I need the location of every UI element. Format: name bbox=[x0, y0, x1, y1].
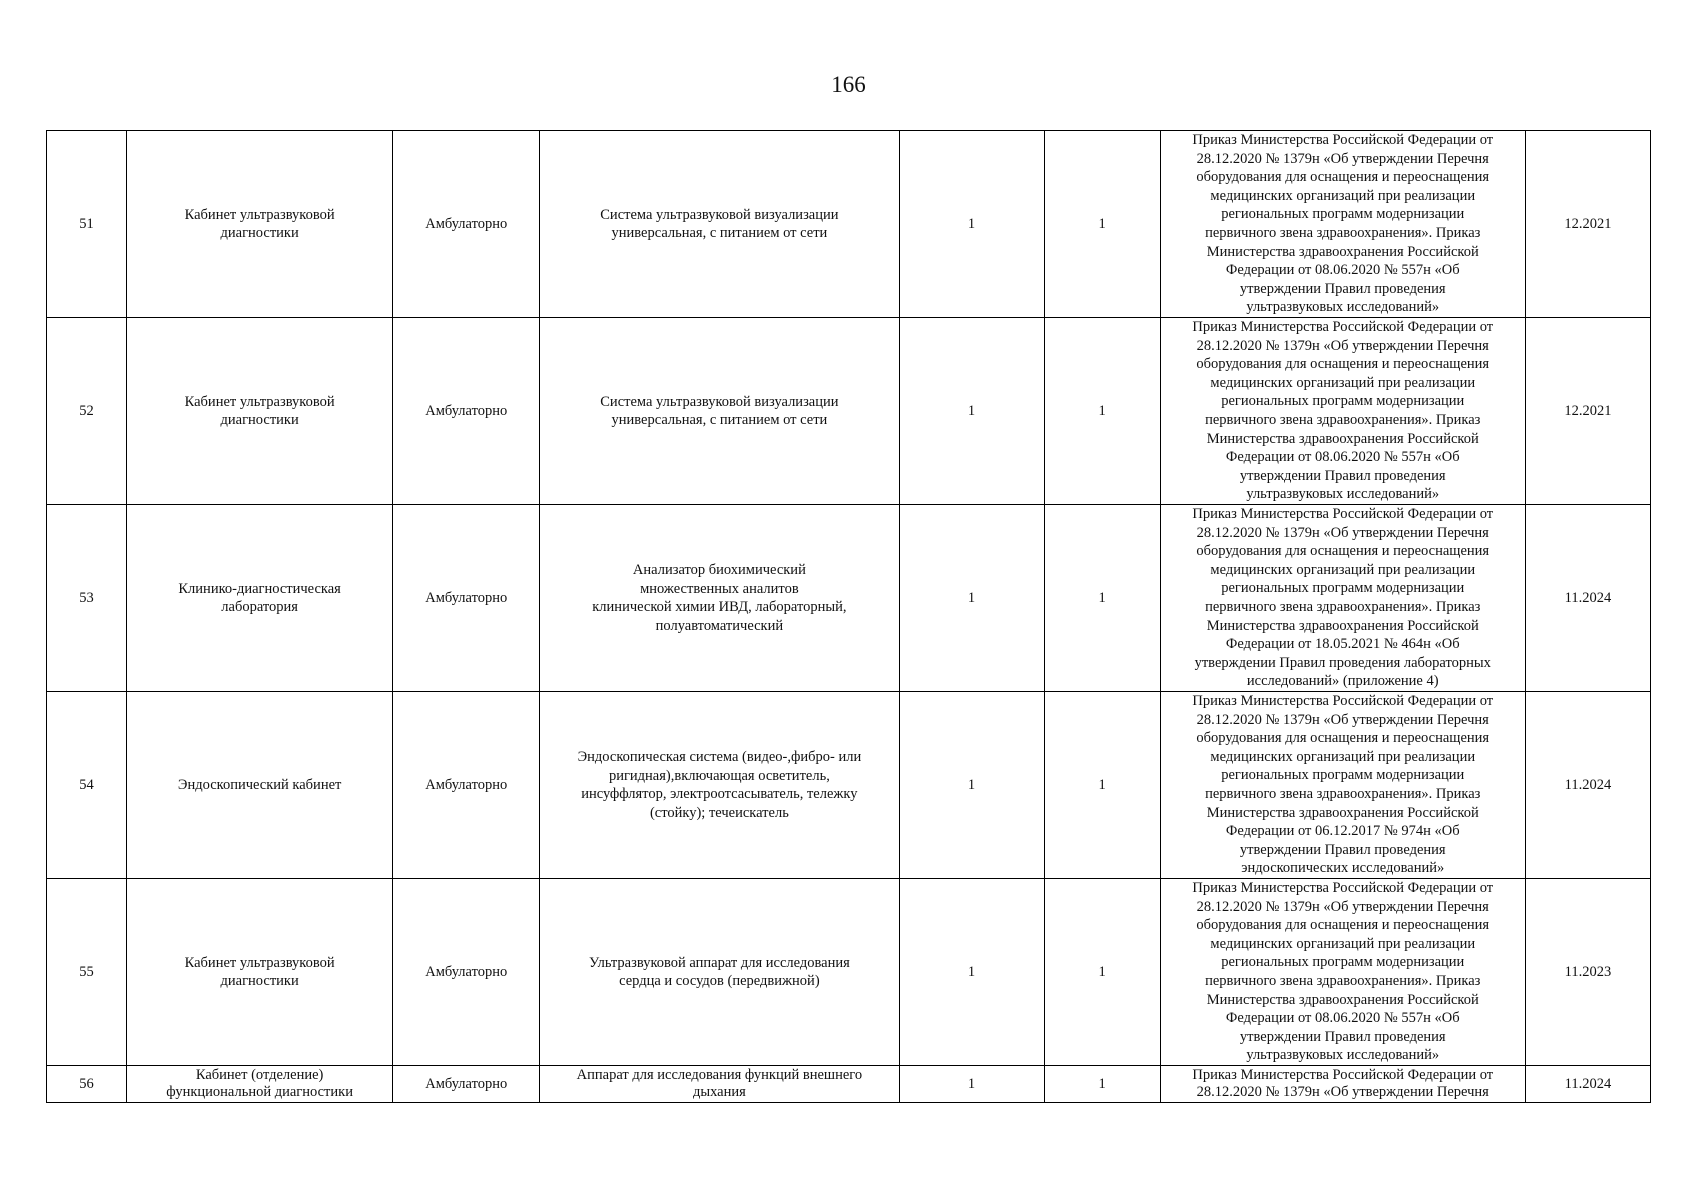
quantity-b: 1 bbox=[1044, 505, 1160, 692]
care-condition: Амбулаторно bbox=[393, 131, 540, 318]
row-number: 55 bbox=[47, 879, 127, 1066]
equipment-name: Аппарат для исследования функций внешнего дыхания bbox=[540, 1066, 899, 1103]
row-number: 54 bbox=[47, 692, 127, 879]
legal-basis: Приказ Министерства Российской Федерации от 28.12.2020 № 1379н «Об утверждении Перечня оборудования для оснащения и переоснащения медицинских организаций при реализации региональных программ модернизации первичного звена здравоохранения». Приказ Министерства здравоохранения Российской Федерации от 06.12.2017 № 974н «Об утверждении Правил проведения эндоскопических исследований» bbox=[1160, 692, 1525, 879]
row-number: 51 bbox=[47, 131, 127, 318]
equipment-name: Ультразвуковой аппарат для исследования сердца и сосудов (передвижной) bbox=[540, 879, 899, 1066]
equipment-name: Эндоскопическая система (видео-,фибро- или ригидная),включающая осветитель, инсуффлятор, электроотсасыватель, тележку (стойку); течеискатель bbox=[540, 692, 899, 879]
table-row bbox=[47, 879, 1651, 1066]
legal-basis: Приказ Министерства Российской Федерации от 28.12.2020 № 1379н «Об утверждении Перечня оборудования для оснащения и переоснащения медицинских организаций при реализации региональных программ модернизации первичного звена здравоохранения». Приказ Министерства здравоохранения Российской Федерации от 08.06.2020 № 557н «Об утверждении Правил проведения ультразвуковых исследований» bbox=[1160, 318, 1525, 505]
page-number: 166 bbox=[831, 72, 866, 97]
unit-name: Кабинет (отделение) функциональной диагностики bbox=[127, 1066, 393, 1103]
care-condition: Амбулаторно bbox=[393, 505, 540, 692]
row-number: 52 bbox=[47, 318, 127, 505]
quantity-a: 1 bbox=[899, 1066, 1044, 1103]
due-date: 11.2024 bbox=[1525, 1066, 1650, 1103]
care-condition: Амбулаторно bbox=[393, 879, 540, 1066]
legal-basis: Приказ Министерства Российской Федерации от 28.12.2020 № 1379н «Об утверждении Перечня оборудования для оснащения и переоснащения медицинских организаций при реализации региональных программ модернизации первичного звена здравоохранения». Приказ Министерства здравоохранения Российской Федерации от 18.05.2021 № 464н «Об утверждении Правил проведения лабораторных исследований» (приложение 4) bbox=[1160, 505, 1525, 692]
quantity-b: 1 bbox=[1044, 692, 1160, 879]
quantity-a: 1 bbox=[899, 131, 1044, 318]
care-condition: Амбулаторно bbox=[393, 692, 540, 879]
legal-basis: Приказ Министерства Российской Федерации от 28.12.2020 № 1379н «Об утверждении Перечня оборудования для оснащения и переоснащения медицинских организаций при реализации региональных программ модернизации первичного звена здравоохранения». Приказ Министерства здравоохранения Российской Федерации от 08.06.2020 № 557н «Об утверждении Правил проведения ультразвуковых исследований» bbox=[1160, 131, 1525, 318]
due-date: 11.2024 bbox=[1525, 505, 1650, 692]
legal-basis: Приказ Министерства Российской Федерации от 28.12.2020 № 1379н «Об утверждении Перечня оборудования для оснащения и переоснащения медицинских организаций при реализации региональных программ модернизации первичного звена здравоохранения». Приказ Министерства здравоохранения Российской Федерации от 08.06.2020 № 557н «Об утверждении Правил проведения ультразвуковых исследований» bbox=[1160, 879, 1525, 1066]
table-row bbox=[47, 505, 1651, 692]
equipment-name: Система ультразвуковой визуализации универсальная, с питанием от сети bbox=[540, 131, 899, 318]
quantity-a: 1 bbox=[899, 505, 1044, 692]
equipment-name: Анализатор биохимический множественных аналитов клинической химии ИВД, лабораторный, полуавтоматический bbox=[540, 505, 899, 692]
equipment-table bbox=[46, 130, 1651, 1103]
due-date: 12.2021 bbox=[1525, 318, 1650, 505]
due-date: 12.2021 bbox=[1525, 131, 1650, 318]
quantity-a: 1 bbox=[899, 879, 1044, 1066]
quantity-b: 1 bbox=[1044, 131, 1160, 318]
quantity-a: 1 bbox=[899, 318, 1044, 505]
care-condition: Амбулаторно bbox=[393, 1066, 540, 1103]
care-condition: Амбулаторно bbox=[393, 318, 540, 505]
quantity-b: 1 bbox=[1044, 1066, 1160, 1103]
table-row bbox=[47, 692, 1651, 879]
unit-name: Кабинет ультразвуковой диагностики bbox=[127, 879, 393, 1066]
equipment-name: Система ультразвуковой визуализации универсальная, с питанием от сети bbox=[540, 318, 899, 505]
quantity-b: 1 bbox=[1044, 318, 1160, 505]
table-row bbox=[47, 131, 1651, 318]
unit-name: Кабинет ультразвуковой диагностики bbox=[127, 131, 393, 318]
quantity-a: 1 bbox=[899, 692, 1044, 879]
unit-name: Клинико-диагностическая лаборатория bbox=[127, 505, 393, 692]
row-number: 53 bbox=[47, 505, 127, 692]
table-row bbox=[47, 1066, 1651, 1103]
due-date: 11.2023 bbox=[1525, 879, 1650, 1066]
due-date: 11.2024 bbox=[1525, 692, 1650, 879]
row-number: 56 bbox=[47, 1066, 127, 1103]
legal-basis: Приказ Министерства Российской Федерации от 28.12.2020 № 1379н «Об утверждении Перечня bbox=[1160, 1066, 1525, 1103]
unit-name: Эндоскопический кабинет bbox=[127, 692, 393, 879]
table-row bbox=[47, 318, 1651, 505]
unit-name: Кабинет ультразвуковой диагностики bbox=[127, 318, 393, 505]
quantity-b: 1 bbox=[1044, 879, 1160, 1066]
